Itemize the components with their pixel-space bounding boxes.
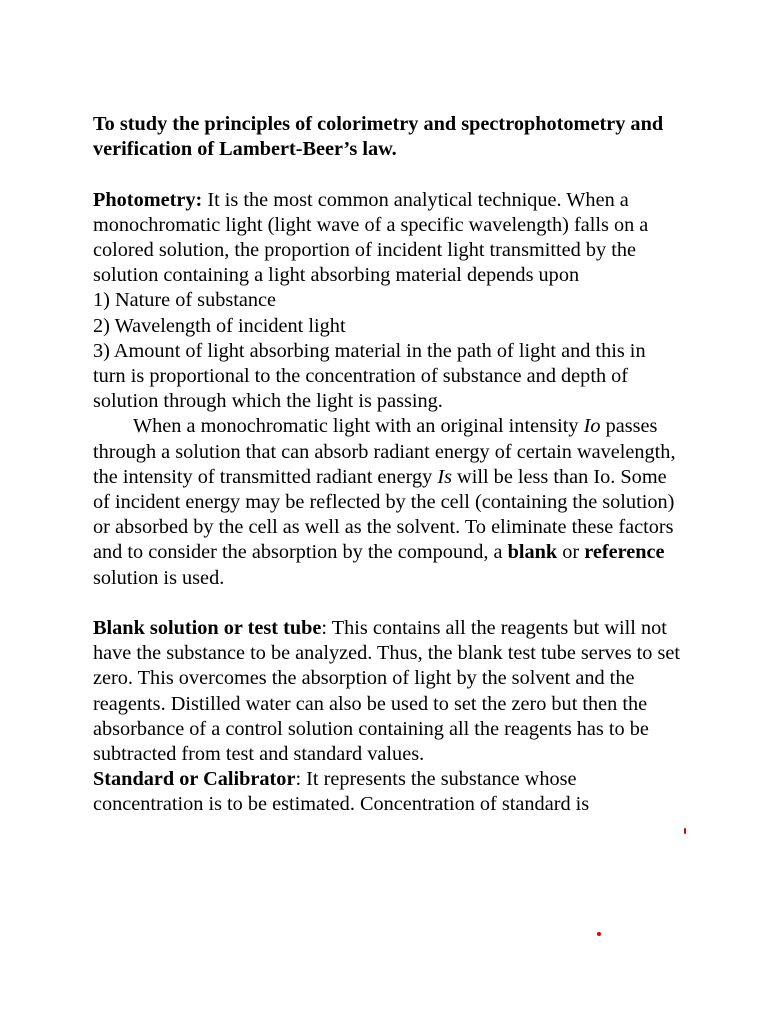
spacer xyxy=(93,591,683,616)
blank-solution-heading: Blank solution or test tube xyxy=(93,617,322,640)
blank-term: blank xyxy=(507,541,558,564)
photometry-paragraph xyxy=(93,188,683,289)
intensity-text-2: passes through a solution that can absorb radiant energy of certain wavelength, the intensity of transmitted radiant energy xyxy=(93,415,676,488)
photometry-heading: Photometry: xyxy=(93,188,203,211)
factor-item-1: 1) Nature of substance xyxy=(93,289,277,312)
reference-term: reference xyxy=(584,541,665,564)
standard-heading: Standard or Calibrator xyxy=(93,768,296,791)
red-ink-mark xyxy=(684,828,686,834)
factor-item-2: 2) Wavelength of incident light xyxy=(93,314,346,337)
intensity-text-3: will be less than Io. Some of incident energy may be reflected by the cell (containing the solution) or absorbed by the cell as well as the solvent. To eliminate these factors and to consider the absorption by the compound, a xyxy=(93,465,675,564)
standard-paragraph xyxy=(93,767,683,817)
intensity-text-5: solution is used. xyxy=(93,566,225,589)
blank-solution-paragraph xyxy=(93,616,683,767)
photometry-text: It is the most common analytical technique. When a monochromatic light (light wave of a specific wavelength) falls on a colored solution, the proportion of incident light transmitted by the solution containing a light absorbing material depends upon xyxy=(93,188,649,287)
factor-item-3: 3) Amount of light absorbing material in the path of light and this in turn is proportional to the concentration of substance and depth of solution through which the light is passing. xyxy=(93,339,646,413)
is-symbol: Is xyxy=(437,465,452,488)
standard-text: : It represents the substance whose concentration is to be estimated. Concentration of standard is xyxy=(93,768,590,816)
document-title: To study the principles of colorimetry and spectrophotometry and verification of Lambert-Beer’s law. xyxy=(93,113,664,161)
io-symbol: Io xyxy=(583,415,601,438)
intensity-paragraph xyxy=(93,414,683,590)
blank-solution-text: : This contains all the reagents but will not have the substance to be analyzed. Thus, the blank test tube serves to set zero. This overcomes the absorption of light by the solvent and the reagents. Distilled water can also be used to set the zero but then the absorbance of a control solution containing all the reagents has to be subtracted from test and standard values. xyxy=(93,617,681,766)
intensity-text-4: or xyxy=(557,541,585,564)
spacer xyxy=(93,162,683,187)
red-ink-dot xyxy=(597,932,601,936)
intensity-text-1: When a monochromatic light with an original intensity xyxy=(133,415,584,438)
document-page xyxy=(93,112,683,818)
